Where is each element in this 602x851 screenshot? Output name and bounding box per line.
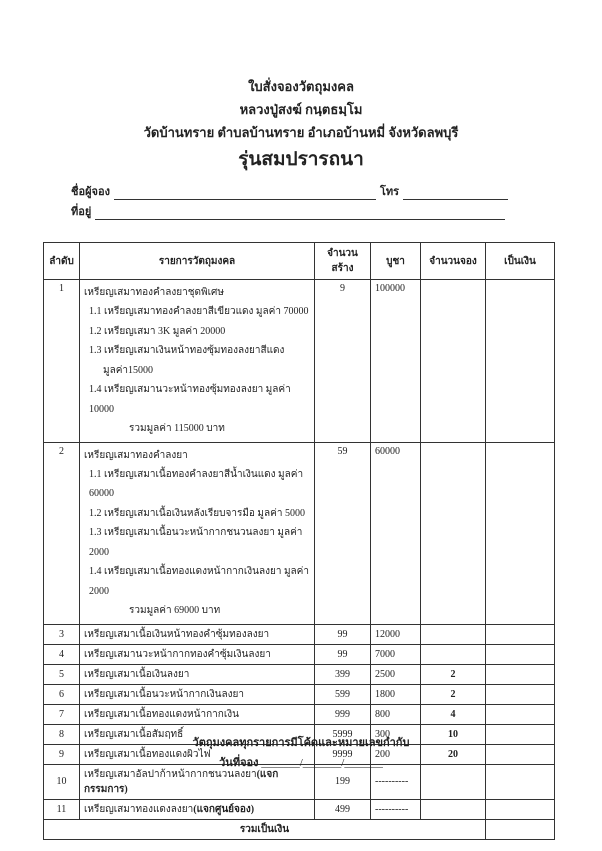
total-row [44,819,555,839]
table-header [44,243,555,280]
series-name: รุ่นสมปรารถนา [238,149,364,170]
item-title: เหรียญเสมาเนื้อเงินลงยา [84,668,190,680]
col-qty-made: จำนวนสร้าง [315,243,371,280]
row-price: 1800 [371,684,421,704]
temple-address: วัดบ้านทราย ตำบลบ้านทราย อำเภอบ้านหมี่ จังหวัดลพบุรี [143,125,459,140]
item-total: รวมมูลค่า 69000 บาท [129,605,221,616]
table-row [44,704,555,724]
item-title: เหรียญเสมาเนื้อทองแดงผิวไฟ [84,748,211,760]
row-reserve[interactable] [421,442,486,624]
total-value[interactable] [486,819,555,839]
item-title: เหรียญเสมาทองแดงลงยา [84,803,194,815]
row-reserve[interactable] [421,644,486,664]
row-price: ---------- [371,764,421,799]
row-amount[interactable] [486,644,555,664]
total-label: รวมเป็นเงิน [44,819,486,839]
sub-item: 1.2 เหรียญเสมา 3K มูลค่า 20000 [89,325,226,337]
item-title: เหรียญเสมาเนื้อสัมฤทธิ์ [84,728,184,740]
row-item [80,664,315,684]
row-qty: 9 [315,280,371,443]
item-title: เหรียญเสมาทองคำลงยา [84,449,188,461]
row-price: 7000 [371,644,421,664]
sub-item: 1.3 เหรียญเสมาเงินหน้าทองซุ้มทองลงยาสีแดง [89,345,285,356]
item-title: เหรียญเสมานวะหน้ากากทองคำซุ้มเงินลงยา [84,648,271,660]
row-qty: 5999 [315,724,371,744]
row-no: 3 [44,624,80,644]
sub-item: 1.1 เหรียญเสมาทองคำลงยาสีเขียวแดง มูลค่า 70000 [89,306,309,317]
row-item [80,799,315,819]
date-label: วันที่จอง [219,757,259,769]
col-amount: เป็นเงิน [486,243,555,280]
item-note: (แจกกรรมการ) [84,768,279,795]
row-reserve[interactable] [421,799,486,819]
row-item [80,442,315,624]
name-field[interactable] [114,189,376,200]
row-reserve[interactable] [421,624,486,644]
row-no: 9 [44,744,80,764]
address-label: ที่อยู่ [71,206,92,218]
row-reserve[interactable]: 2 [421,664,486,684]
row-no: 8 [44,724,80,744]
item-total: รวมมูลค่า 115000 บาท [129,423,225,434]
row-price: 800 [371,704,421,724]
table-row [44,799,555,819]
item-title: เหรียญเสมาทองคำลงยาชุดพิเศษ [84,287,224,298]
row-amount[interactable] [486,442,555,624]
row-no: 4 [44,644,80,664]
col-no: ลำดับ [44,243,80,280]
item-title: เหรียญเสมาเนื้อทองแดงหน้ากากเงิน [84,708,239,720]
sub-item: 1.4 เหรียญเสมาเนื้อทองแดงหน้ากากเงินลงยา มูลค่า 2000 [89,566,309,597]
row-amount[interactable] [486,684,555,704]
row-no: 11 [44,799,80,819]
item-title: เหรียญเสมาเนื้อเงินหน้าทองคำซุ้มทองลงยา [84,628,270,640]
address-field[interactable] [95,209,505,220]
row-price: 12000 [371,624,421,644]
row-no: 1 [44,280,80,443]
table-row [44,442,555,624]
row-no: 6 [44,684,80,704]
sub-item: 1.2 เหรียญเสมาเนื้อเงินหลังเรียบจารมือ มูลค่า 5000 [89,507,305,519]
col-reserve: จำนวนจอง [421,243,486,280]
name-row [71,182,512,200]
date-row [0,753,602,771]
row-qty: 99 [315,624,371,644]
row-price: 100000 [371,280,421,443]
row-item [80,704,315,724]
monk-name: หลวงปู่สงฆ์ กนฺตธมฺโม [239,102,363,117]
phone-label: โทร [379,186,400,198]
col-price: บูชา [371,243,421,280]
row-item [80,684,315,704]
row-no: 2 [44,442,80,624]
name-label: ชื่อผู้จอง [71,186,110,198]
row-reserve[interactable]: 10 [421,724,486,744]
sub-item: 1.3 เหรียญเสมาเนื้อนวะหน้ากากชนวนลงยา มูลค่า 2000 [89,527,303,558]
row-qty: 399 [315,664,371,684]
row-qty: 199 [315,764,371,799]
row-amount[interactable] [486,799,555,819]
row-price: 200 [371,744,421,764]
row-qty: 499 [315,799,371,819]
row-qty: 99 [315,644,371,664]
row-qty: 999 [315,704,371,724]
table-row [44,280,555,443]
row-qty: 599 [315,684,371,704]
sub-item: 1.4 เหรียญเสมานวะหน้าทองซุ้มทองลงยา มูลค่า 10000 [89,384,291,415]
table-row [44,684,555,704]
row-amount[interactable] [486,280,555,443]
sub-item: 1.1 เหรียญเสมาเนื้อทองคำลงยาสีน้ำเงินแดง มูลค่า 60000 [89,468,304,499]
item-title: เหรียญเสมาอัลปาก้าหน้ากากชนวนลงยา [84,768,257,780]
col-item: รายการวัตถุมงคล [80,243,315,280]
row-no: 10 [44,764,80,799]
item-title: เหรียญเสมาเนื้อนวะหน้ากากเงินลงยา [84,688,244,700]
table-row [44,664,555,684]
row-qty: 9999 [315,744,371,764]
date-field[interactable]: _______/_______/_______ [261,757,383,769]
row-item [80,624,315,644]
row-reserve[interactable]: 2 [421,684,486,704]
footer-note: วัตถุมงคลทุกรายการมีโค้ดและหมายเลขกำกับ [192,737,410,749]
row-reserve[interactable] [421,280,486,443]
sub-item-cont: มูลค่า15000 [103,364,154,376]
phone-field[interactable] [403,189,508,200]
form-title: ใบสั่งจองวัตถุมงคล [248,79,354,94]
row-price: 300 [371,724,421,744]
row-no: 7 [44,704,80,724]
table-row [44,644,555,664]
row-qty: 59 [315,442,371,624]
item-note: (แจกศูนย์จอง) [193,803,255,815]
row-amount[interactable] [486,624,555,644]
row-item [80,644,315,664]
row-amount[interactable] [486,664,555,684]
row-item [80,280,315,443]
row-reserve[interactable]: 20 [421,744,486,764]
row-reserve[interactable]: 4 [421,704,486,724]
address-row [71,202,509,220]
row-price: ---------- [371,799,421,819]
row-amount[interactable] [486,704,555,724]
row-no: 5 [44,664,80,684]
row-price: 60000 [371,442,421,624]
table-row [44,624,555,644]
row-price: 2500 [371,664,421,684]
